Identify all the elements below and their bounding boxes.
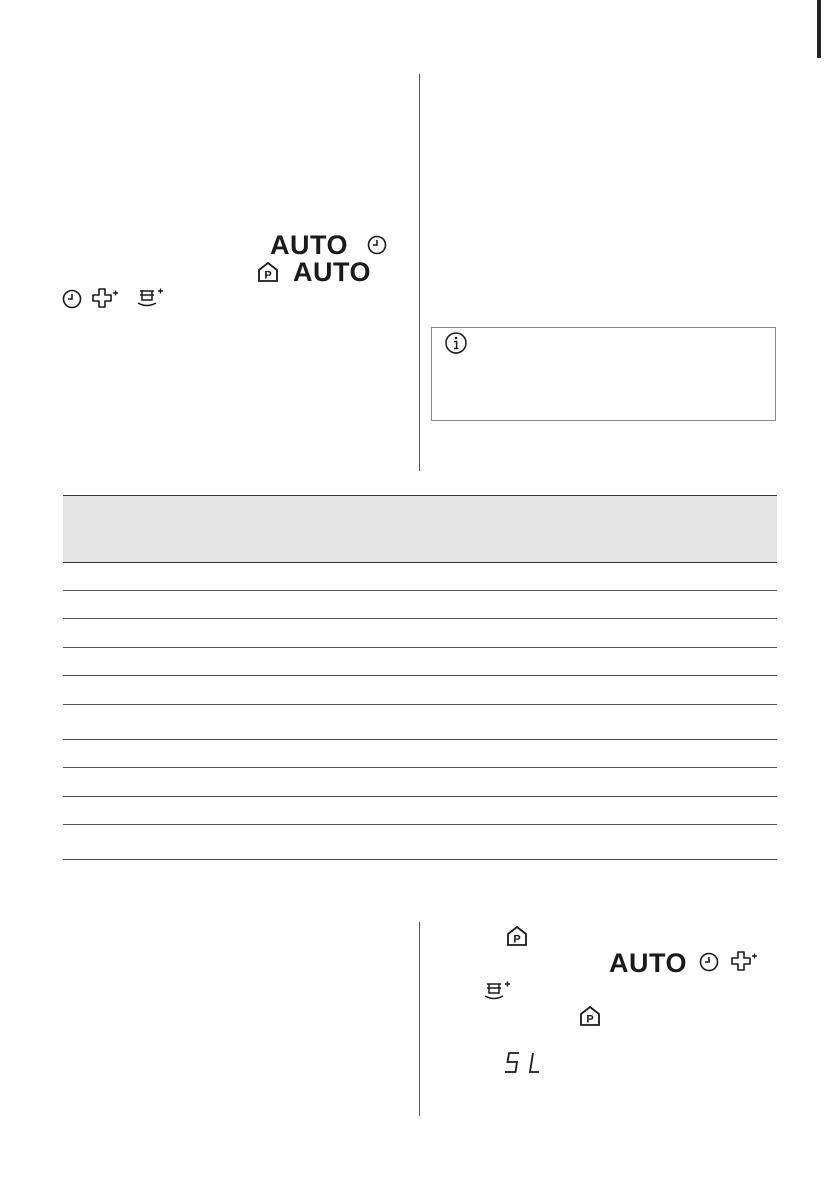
table-row: [63, 768, 777, 797]
table-row: [63, 740, 777, 768]
auto-program-label-2: AUTO: [293, 257, 372, 287]
table-row: [63, 705, 777, 740]
info-note-box: [431, 327, 776, 421]
table-body: [63, 563, 777, 860]
table-row: [63, 591, 777, 619]
column-divider-top: [419, 74, 420, 471]
plus-outline-icon: [730, 950, 758, 972]
table-row: [63, 563, 777, 591]
table-row: [63, 648, 777, 676]
svg-text:P: P: [513, 933, 521, 946]
plus-outline-icon: [91, 287, 119, 309]
house-p-icon: [505, 924, 529, 948]
house-p-icon: [578, 1004, 602, 1028]
svg-text:P: P: [586, 1013, 594, 1026]
table-row: [63, 619, 777, 648]
auto-program-label: AUTO: [609, 948, 688, 978]
info-icon: [444, 331, 468, 355]
clock-icon: [698, 951, 720, 973]
programme-table: [63, 495, 777, 860]
house-p-icon: [256, 260, 280, 284]
svg-text:P: P: [264, 269, 272, 282]
display-readout: [502, 1050, 542, 1076]
clock-icon: [366, 234, 388, 256]
auto-program-label: AUTO: [270, 230, 349, 260]
table-row: [63, 825, 777, 860]
clock-icon: [61, 288, 83, 310]
table-header: [63, 495, 777, 563]
column-divider-bottom: [419, 922, 420, 1116]
dish-plus-icon: [136, 285, 166, 309]
dish-plus-icon: [483, 978, 513, 1002]
table-row: [63, 797, 777, 825]
table-row: [63, 676, 777, 705]
page-edge-marker: [817, 0, 839, 62]
